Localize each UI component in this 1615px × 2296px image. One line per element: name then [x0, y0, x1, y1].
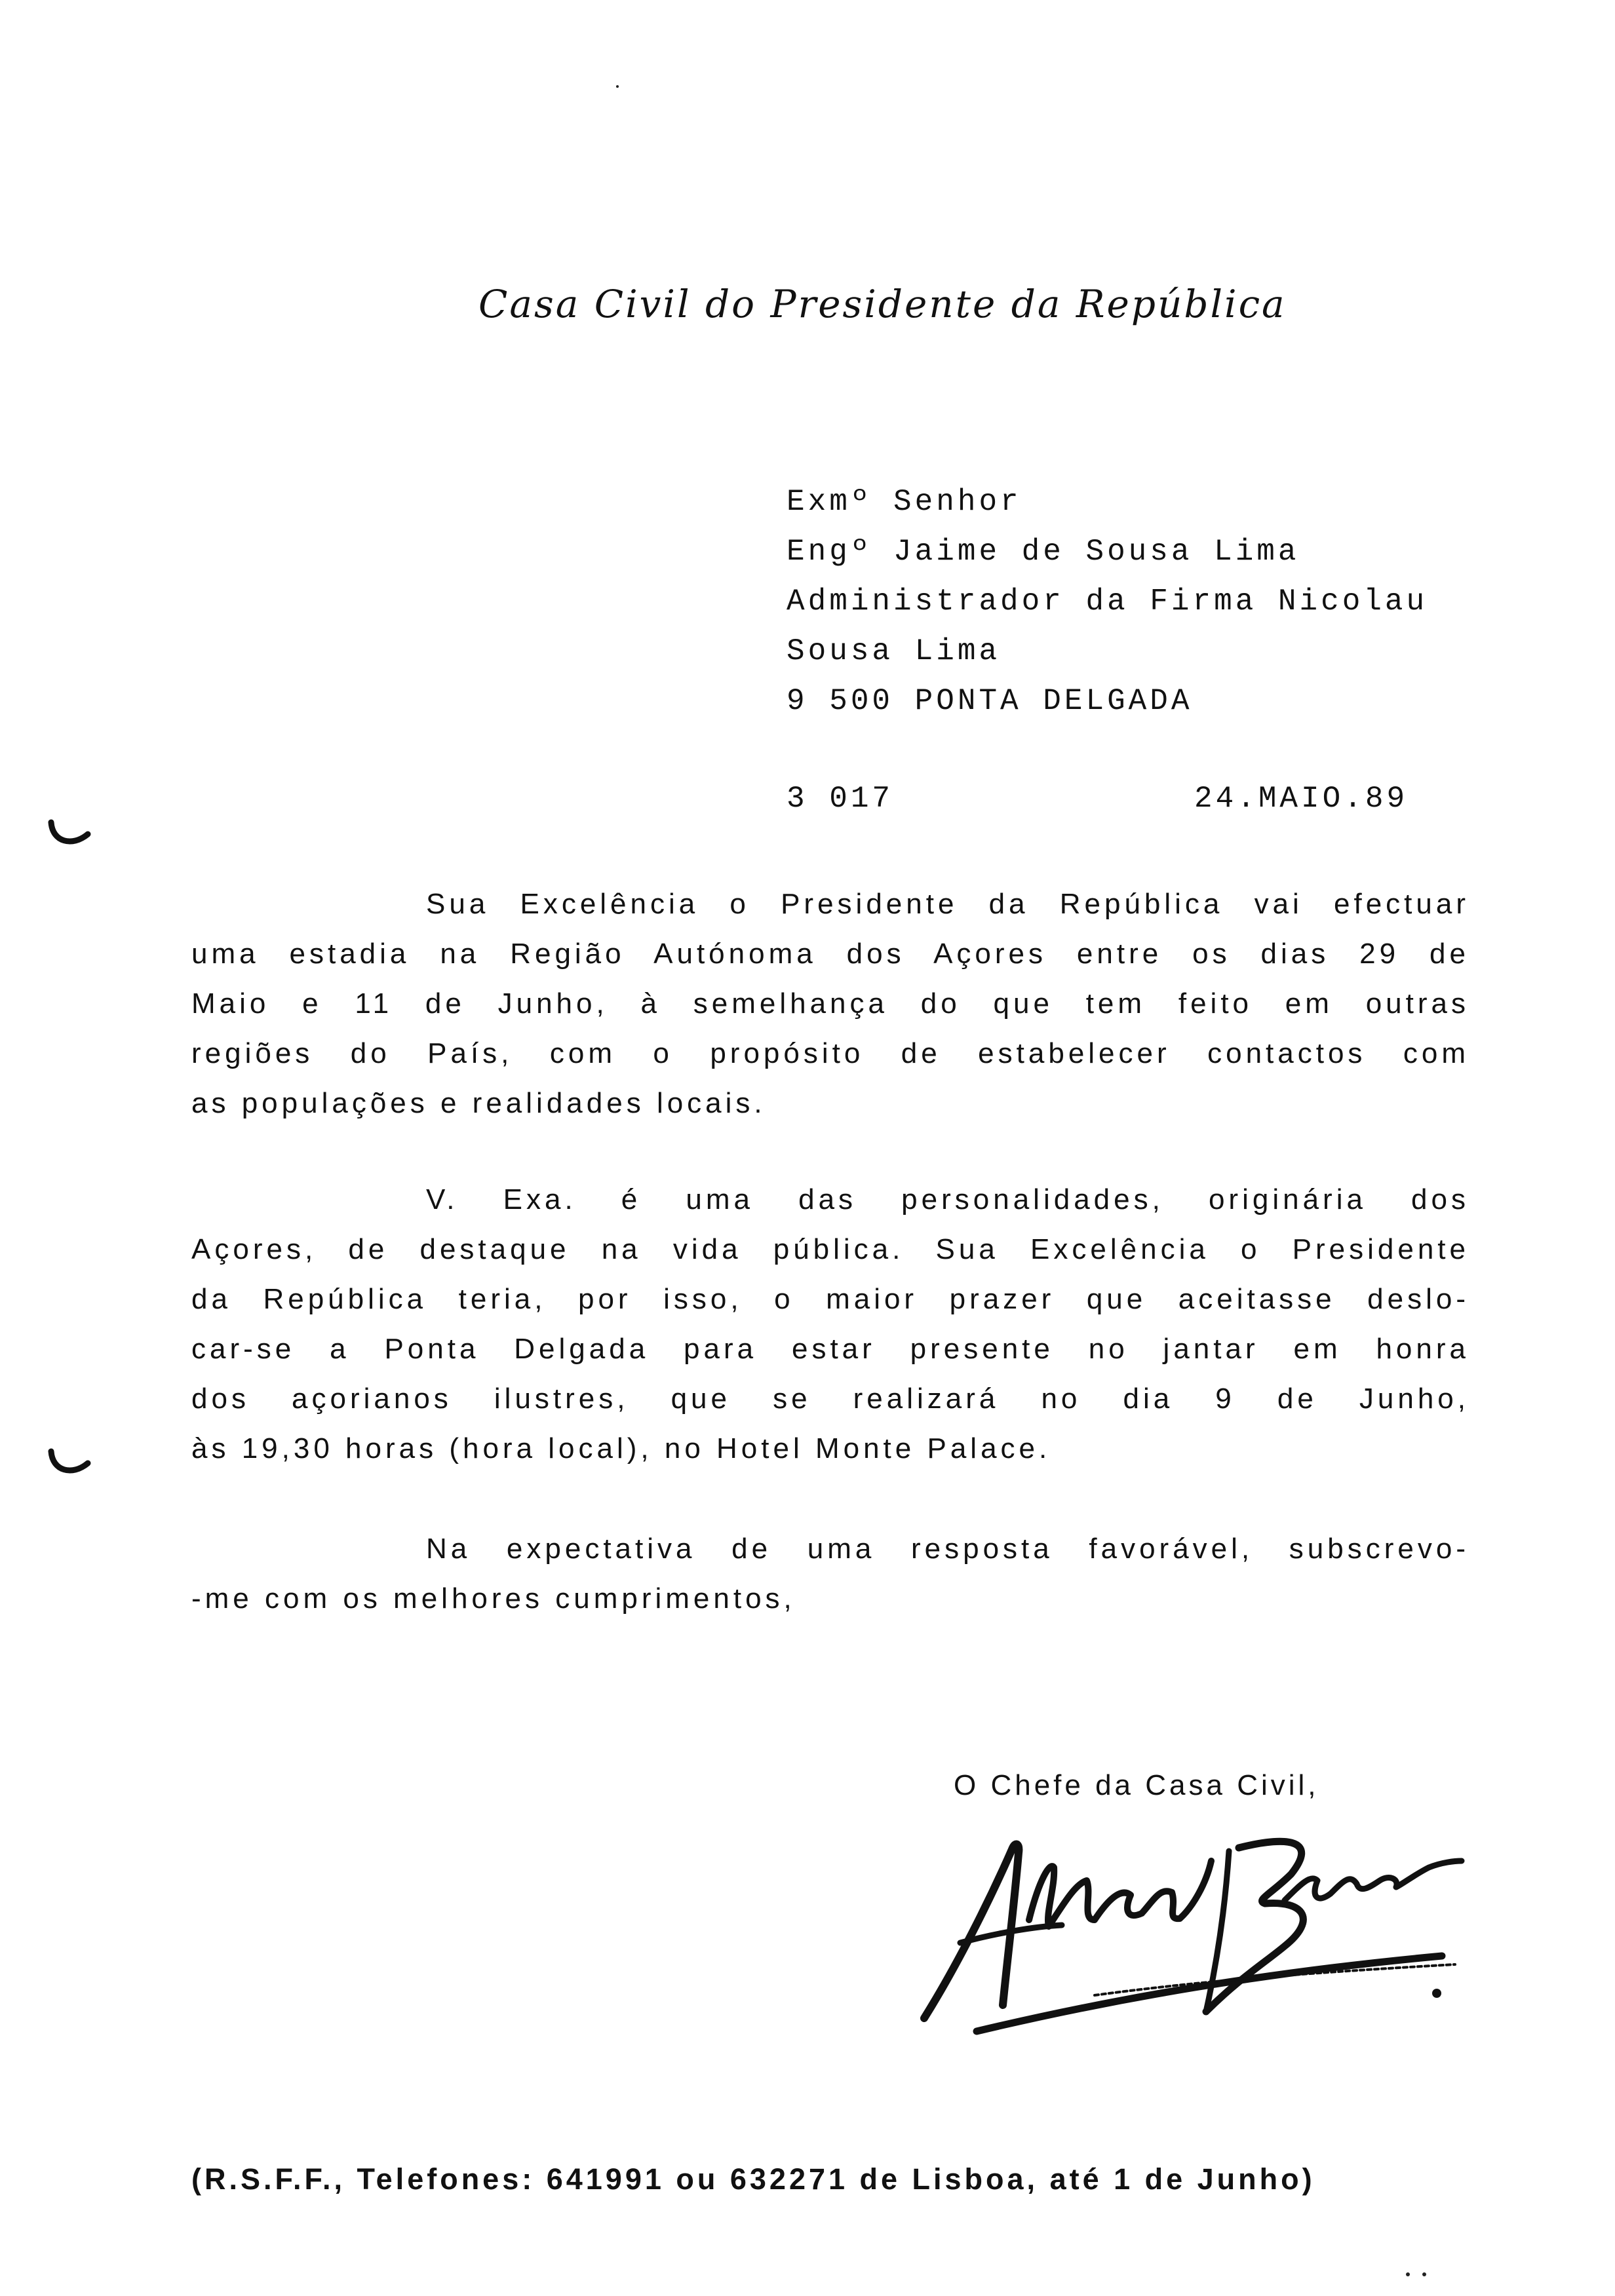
paragraph-line: car-se a Ponta Delgada para estar presente no jantar em honra	[191, 1333, 1469, 1365]
letterhead: Casa Civil do Presidente da República	[478, 282, 1287, 326]
paragraph-1	[191, 879, 1469, 1128]
closing-title: O Chefe da Casa Civil,	[954, 1769, 1319, 1801]
margin-hook-mark	[46, 816, 92, 855]
margin-hook-mark	[46, 1445, 92, 1484]
paragraph-line: Sua Excelência o Presidente da República vai efectuar	[426, 888, 1469, 920]
paragraph-line: V. Exa. é uma das personalidades, originária dos	[426, 1183, 1469, 1215]
paragraph-line: as populações e realidades locais.	[191, 1087, 766, 1119]
paragraph-line: dos açorianos ilustres, que se realizará no dia 9 de Junho,	[191, 1383, 1469, 1415]
recipient-title: Administrador da Firma Nicolau	[787, 584, 1428, 619]
paragraph-line: Açores, de destaque na vida pública. Sua Excelência o Presidente	[191, 1233, 1469, 1265]
paragraph-line: regiões do País, com o propósito de estabelecer contactos com	[191, 1037, 1469, 1069]
paragraph-line: às 19,30 horas (hora local), no Hotel Monte Palace.	[191, 1432, 1051, 1464]
paragraph-line: Maio e 11 de Junho, à semelhança do que tem feito em outras	[191, 987, 1469, 1020]
recipient-salutation: Exmº Senhor	[787, 485, 1022, 519]
letter-date: 24.MAIO.89	[1194, 782, 1409, 816]
reference-number: 3 017	[787, 782, 894, 816]
paragraph-line: -me com os melhores cumprimentos,	[191, 1582, 796, 1615]
paragraph-line: da República teria, por isso, o maior prazer que aceitasse deslo-	[191, 1283, 1469, 1315]
recipient-company: Sousa Lima	[787, 634, 1001, 668]
speck	[1422, 2272, 1426, 2276]
speck	[1406, 2272, 1410, 2276]
paragraph-line: Na expectativa de uma resposta favorável, subscrevo-	[426, 1533, 1469, 1565]
paragraph-3	[191, 1524, 1469, 1624]
speck	[616, 85, 619, 88]
footer-note: (R.S.F.F., Telefones: 641991 ou 632271 de Lisboa, até 1 de Junho)	[191, 2162, 1315, 2196]
paragraph-2	[191, 1175, 1469, 1474]
paragraph-line: uma estadia na Região Autónoma dos Açores entre os dias 29 de	[191, 938, 1469, 970]
recipient-city: 9 500 PONTA DELGADA	[787, 684, 1193, 718]
recipient-name: Engº Jaime de Sousa Lima	[787, 535, 1300, 569]
signature	[898, 1822, 1475, 2038]
